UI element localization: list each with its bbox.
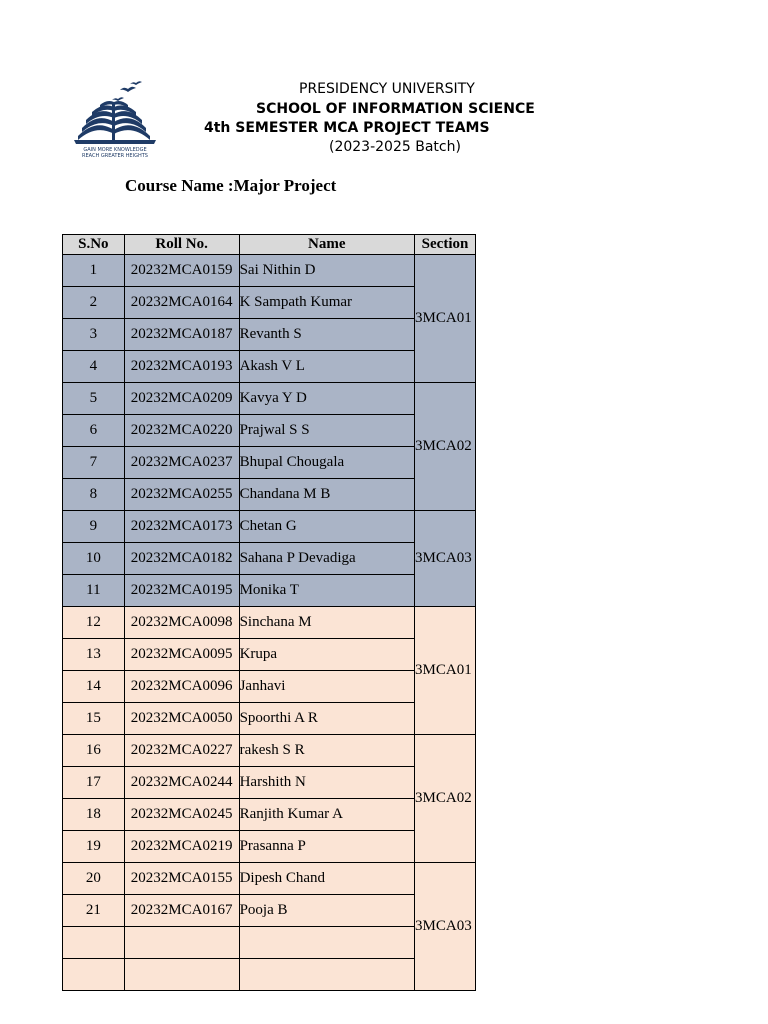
sno-cell: 6 bbox=[63, 415, 125, 447]
section-cell: 3MCA01 bbox=[415, 255, 476, 383]
name-cell: Chandana M B bbox=[239, 479, 414, 511]
roll-cell: 20232MCA0182 bbox=[124, 543, 239, 575]
section-cell: 3MCA03 bbox=[415, 863, 476, 991]
name-cell: Sahana P Devadiga bbox=[239, 543, 414, 575]
table-row bbox=[63, 255, 476, 287]
name-cell bbox=[239, 959, 414, 991]
roll-cell: 20232MCA0245 bbox=[124, 799, 239, 831]
table-header-row bbox=[63, 235, 476, 255]
name-cell: Pooja B bbox=[239, 895, 414, 927]
sno-cell: 8 bbox=[63, 479, 125, 511]
roll-cell: 20232MCA0098 bbox=[124, 607, 239, 639]
roll-cell: 20232MCA0237 bbox=[124, 447, 239, 479]
roll-cell: 20232MCA0096 bbox=[124, 671, 239, 703]
sno-cell: 4 bbox=[63, 351, 125, 383]
roll-cell: 20232MCA0050 bbox=[124, 703, 239, 735]
name-cell bbox=[239, 927, 414, 959]
name-cell: Prajwal S S bbox=[239, 415, 414, 447]
roll-cell: 20232MCA0219 bbox=[124, 831, 239, 863]
name-cell: Sai Nithin D bbox=[239, 255, 414, 287]
sno-cell bbox=[63, 927, 125, 959]
sno-cell: 10 bbox=[63, 543, 125, 575]
name-cell: Revanth S bbox=[239, 319, 414, 351]
name-cell: Krupa bbox=[239, 639, 414, 671]
table-row bbox=[63, 735, 476, 767]
table-row bbox=[63, 671, 476, 703]
name-cell: Chetan G bbox=[239, 511, 414, 543]
sno-cell: 20 bbox=[63, 863, 125, 895]
roll-cell bbox=[124, 927, 239, 959]
sno-cell: 18 bbox=[63, 799, 125, 831]
name-cell: Akash V L bbox=[239, 351, 414, 383]
name-cell: Ranjith Kumar A bbox=[239, 799, 414, 831]
table-row bbox=[63, 415, 476, 447]
semester-title: 4th SEMESTER MCA PROJECT TEAMS bbox=[204, 120, 490, 136]
sno-cell: 14 bbox=[63, 671, 125, 703]
roll-cell: 20232MCA0164 bbox=[124, 287, 239, 319]
name-cell: Dipesh Chand bbox=[239, 863, 414, 895]
table-row bbox=[63, 351, 476, 383]
svg-text:GAIN MORE KNOWLEDGE: GAIN MORE KNOWLEDGE bbox=[83, 147, 147, 153]
name-cell: Spoorthi A R bbox=[239, 703, 414, 735]
table-row bbox=[63, 895, 476, 927]
roll-cell: 20232MCA0209 bbox=[124, 383, 239, 415]
roll-cell: 20232MCA0255 bbox=[124, 479, 239, 511]
table-row bbox=[63, 479, 476, 511]
name-cell: Harshith N bbox=[239, 767, 414, 799]
sno-cell: 19 bbox=[63, 831, 125, 863]
name-cell: Kavya Y D bbox=[239, 383, 414, 415]
roll-cell: 20232MCA0095 bbox=[124, 639, 239, 671]
sno-cell: 13 bbox=[63, 639, 125, 671]
sno-cell: 9 bbox=[63, 511, 125, 543]
sno-cell: 5 bbox=[63, 383, 125, 415]
name-cell: Sinchana M bbox=[239, 607, 414, 639]
sno-cell bbox=[63, 959, 125, 991]
table-row bbox=[63, 383, 476, 415]
table-row bbox=[63, 639, 476, 671]
table-row bbox=[63, 287, 476, 319]
table-row bbox=[63, 447, 476, 479]
svg-text:REACH GREATER HEIGHTS: REACH GREATER HEIGHTS bbox=[82, 153, 148, 159]
university-logo bbox=[72, 80, 158, 160]
sno-cell: 1 bbox=[63, 255, 125, 287]
sno-cell: 21 bbox=[63, 895, 125, 927]
table-row bbox=[63, 319, 476, 351]
name-cell: Monika T bbox=[239, 575, 414, 607]
sno-cell: 11 bbox=[63, 575, 125, 607]
course-name: Course Name :Major Project bbox=[125, 176, 337, 195]
section-cell: 3MCA02 bbox=[415, 383, 476, 511]
name-cell: Prasanna P bbox=[239, 831, 414, 863]
roll-cell: 20232MCA0159 bbox=[124, 255, 239, 287]
section-cell: 3MCA02 bbox=[415, 735, 476, 863]
header-name: Name bbox=[239, 235, 414, 255]
name-cell: rakesh S R bbox=[239, 735, 414, 767]
header-roll-no: Roll No. bbox=[124, 235, 239, 255]
sno-cell: 7 bbox=[63, 447, 125, 479]
roll-cell: 20232MCA0187 bbox=[124, 319, 239, 351]
table-row bbox=[63, 831, 476, 863]
name-cell: Janhavi bbox=[239, 671, 414, 703]
roll-cell: 20232MCA0167 bbox=[124, 895, 239, 927]
sno-cell: 16 bbox=[63, 735, 125, 767]
table-row bbox=[63, 575, 476, 607]
table-row bbox=[63, 607, 476, 639]
name-cell: K Sampath Kumar bbox=[239, 287, 414, 319]
table-row bbox=[63, 511, 476, 543]
header-sno: S.No bbox=[63, 235, 125, 255]
sno-cell: 2 bbox=[63, 287, 125, 319]
table-row bbox=[63, 799, 476, 831]
school-title: SCHOOL OF INFORMATION SCIENCE bbox=[256, 101, 535, 117]
roll-cell: 20232MCA0220 bbox=[124, 415, 239, 447]
table-row bbox=[63, 863, 476, 895]
name-cell: Bhupal Chougala bbox=[239, 447, 414, 479]
header-section: Section bbox=[415, 235, 476, 255]
sno-cell: 15 bbox=[63, 703, 125, 735]
roll-cell: 20232MCA0193 bbox=[124, 351, 239, 383]
roll-cell: 20232MCA0173 bbox=[124, 511, 239, 543]
roll-cell: 20232MCA0195 bbox=[124, 575, 239, 607]
table-row bbox=[63, 927, 476, 959]
section-cell: 3MCA03 bbox=[415, 511, 476, 607]
batch-label: (2023-2025 Batch) bbox=[329, 139, 461, 155]
table-row bbox=[63, 703, 476, 735]
roll-cell bbox=[124, 959, 239, 991]
section-cell: 3MCA01 bbox=[415, 607, 476, 735]
project-team-table bbox=[62, 234, 476, 991]
table-row bbox=[63, 959, 476, 991]
roll-cell: 20232MCA0244 bbox=[124, 767, 239, 799]
table-row bbox=[63, 543, 476, 575]
table-row bbox=[63, 767, 476, 799]
university-title: PRESIDENCY UNIVERSITY bbox=[299, 81, 475, 97]
roll-cell: 20232MCA0155 bbox=[124, 863, 239, 895]
roll-cell: 20232MCA0227 bbox=[124, 735, 239, 767]
sno-cell: 17 bbox=[63, 767, 125, 799]
sno-cell: 12 bbox=[63, 607, 125, 639]
sno-cell: 3 bbox=[63, 319, 125, 351]
